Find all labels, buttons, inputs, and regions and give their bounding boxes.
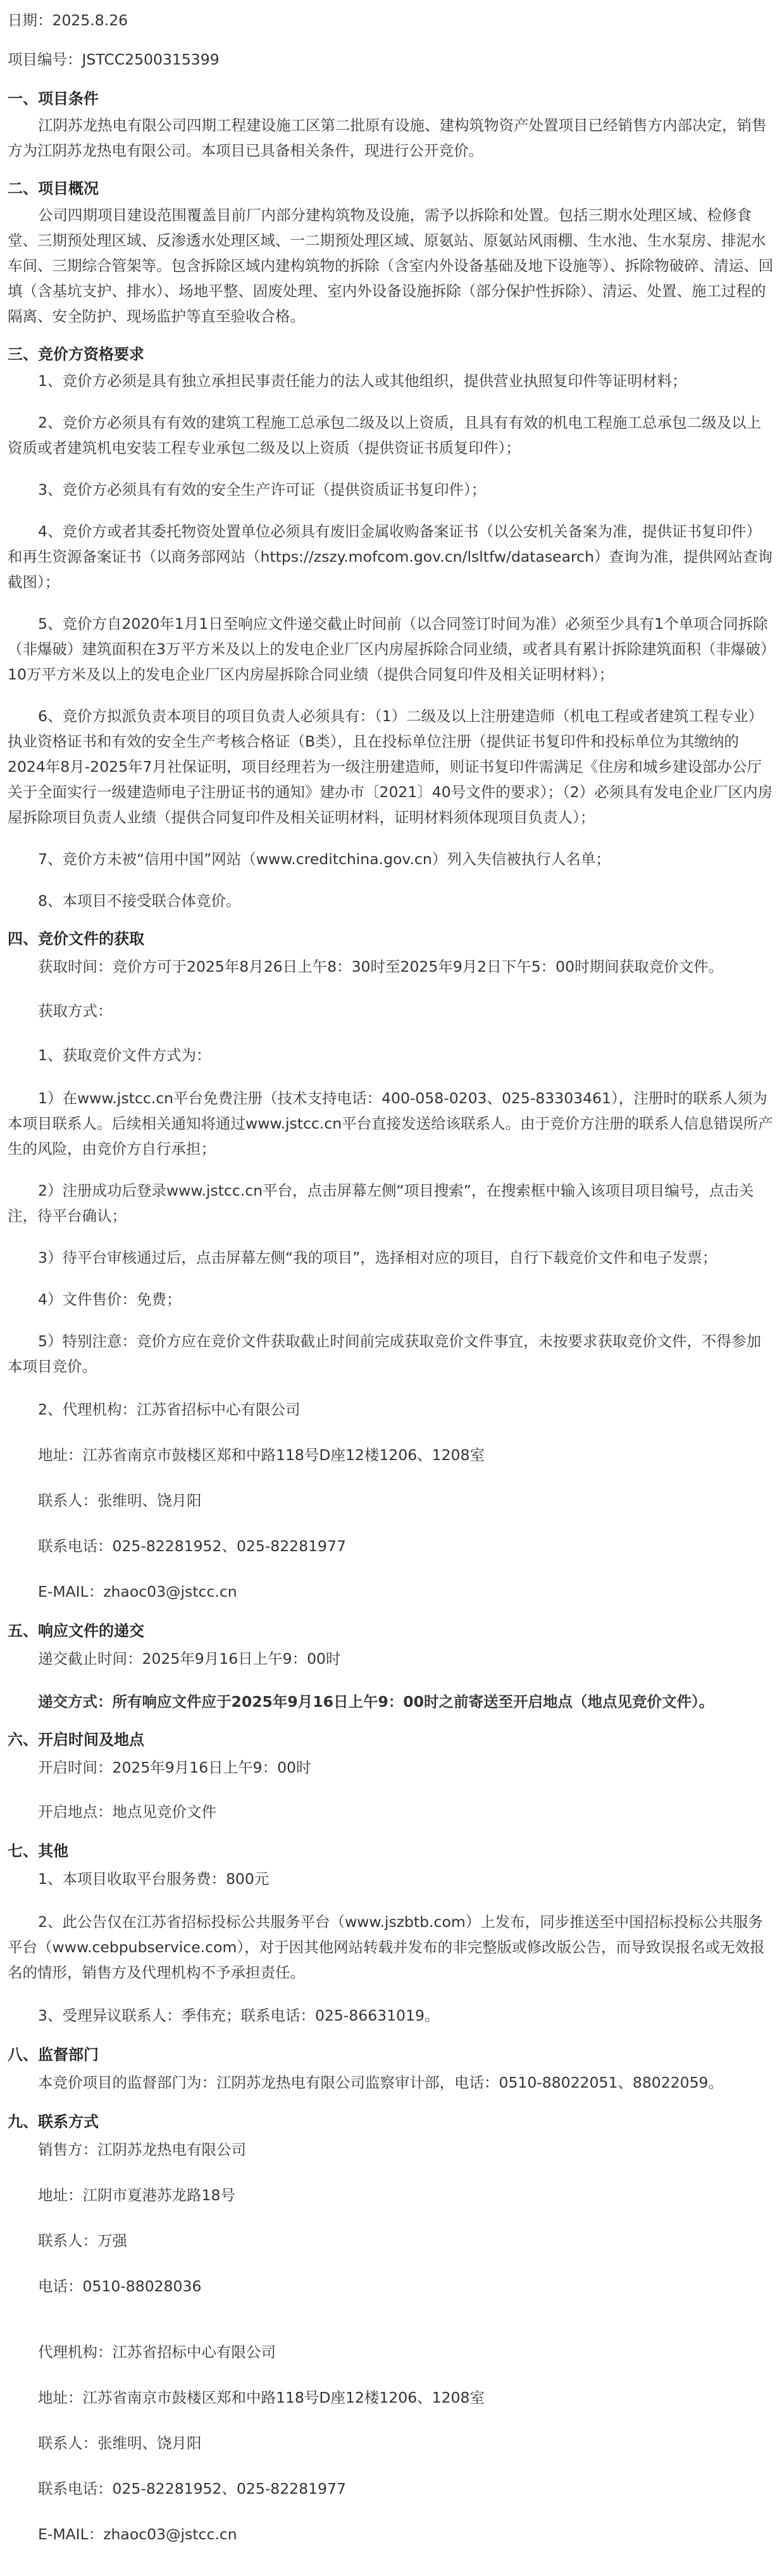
qualification-item: 8、本项目不接受联合体竞价。 bbox=[38, 892, 241, 910]
agent-name: 代理机构：江苏省招标中心有限公司 bbox=[38, 2343, 276, 2361]
acquisition-step: 1）在www.jstcc.cn平台免费注册（技术支持电话：400-058-0203、025-83303461），注册时的联系人须为本项目联系人。后续相关通知将通过www.jstcc.cn平台直接发送给该联系人。由于竞价方注册的联系人信息错误所产生的风险，由竞价方自行承担； bbox=[8, 1089, 773, 1158]
agent-phone: 联系电话：025-82281952、025-82281977 bbox=[38, 1537, 346, 1555]
seller-phone: 电话：0510-88028036 bbox=[38, 2277, 202, 2295]
acquisition-method-subtitle: 1、获取竞价文件方式为： bbox=[38, 1046, 211, 1064]
other-item: 2、此公告仅在江苏省招标投标公共服务平台（www.jszbtb.com）上发布，同步推送至中国招标投标公共服务平台（www.cebpubservice.com），对于因其他网站转载并发布的非完整版或修改版公告，而导致误报名或无效报名的情形，销售方及代理机构不予承担责任。 bbox=[8, 1913, 765, 1981]
opening-time: 开启时间：2025年9月16日上午9：00时 bbox=[38, 1759, 311, 1776]
announcement-date: 日期：2025.8.26 bbox=[8, 11, 128, 29]
agent-contact: 联系人：张维明、饶月阳 bbox=[38, 2434, 202, 2452]
agent-contact: 联系人：张维明、饶月阳 bbox=[38, 1492, 202, 1509]
supervision-body: 本竞价项目的监督部门为：江阴苏龙热电有限公司监察审计部，电话：0510-88022051、88022059。 bbox=[38, 2074, 724, 2091]
qualification-item: 6、竞价方拟派负责本项目的项目负责人必须具有：（1）二级及以上注册建造师（机电工程或者建筑工程专业）执业资格证书和有效的安全生产考核合格证（B类），且在投标单位注册（提供证书复印件和投标单位为其缴纳的2024年8月-2025年7月社保证明，项目经理若为一级注册建造师，则证书复印件需满足《住房和城乡建设部办公厅关于全面实行一级建造师电子注册证书的通知》建办市〔2021〕40号文件的要求）；（2）必须具有发电企业厂区内房屋拆除项目负责人业绩（提供合同复印件及相关证明材料，证明材料须体现项目负责人）； bbox=[8, 707, 773, 826]
section-6-heading: 六、开启时间及地点 bbox=[8, 1731, 144, 1749]
agent-phone: 联系电话：025-82281952、025-82281977 bbox=[38, 2480, 346, 2498]
agent-title: 2、代理机构：江苏省招标中心有限公司 bbox=[38, 1401, 301, 1418]
agent-address: 地址：江苏省南京市鼓楼区郑和中路118号D座12楼1206、1208室 bbox=[38, 2389, 485, 2406]
agent-email: E-MAIL：zhaoc03@jstcc.cn bbox=[38, 1583, 237, 1601]
blank-spacer bbox=[8, 2300, 774, 2338]
acquisition-step: 5）特别注意：竞价方应在竞价文件获取截止时间前完成获取竞价文件事宜，未按要求获取竞价文件，不得参加本项目竞价。 bbox=[8, 1332, 761, 1375]
seller-address: 地址：江阴市夏港苏龙路18号 bbox=[38, 2186, 235, 2204]
other-item: 3、受理异议联系人：季伟充；联系电话：025-86631019。 bbox=[38, 2007, 440, 2024]
section-2-body: 公司四期项目建设范围覆盖目前厂内部分建构筑物及设施，需予以拆除和处置。包括三期水处理区域、检修食堂、三期预处理区域、反渗透水处理区域、一二期预处理区域、原氨站、原氨站风雨棚、生水池、生水泵房、排泥水车间、三期综合管架等。包含拆除区域内建构筑物的拆除（含室内外设备基础及地下设施等）、拆除物破碎、清运、回填（含基坑支护、排水）、场地平整、固废处理、室内外设备设施拆除（部分保护性拆除）、清运、处置、施工过程的隔离、安全防护、现场监护等直至验收合格。 bbox=[8, 206, 774, 325]
section-2-heading: 二、项目概况 bbox=[8, 180, 99, 197]
opening-place: 开启地点：地点见竞价文件 bbox=[38, 1803, 216, 1821]
other-item: 1、本项目收取平台服务费：800元 bbox=[38, 1870, 270, 1888]
section-4-heading: 四、竞价文件的获取 bbox=[8, 930, 144, 948]
submission-method: 递交方式：所有响应文件应于2025年9月16日上午9：00时之前寄送至开启地点（地点见竞价文件）。 bbox=[38, 1693, 714, 1711]
acquisition-step: 2）注册成功后登录www.jstcc.cn平台，点击屏幕左侧“项目搜索”，在搜索框中输入该项目项目编号，点击关注，待平台确认； bbox=[8, 1182, 754, 1225]
seller-contact: 联系人：万强 bbox=[38, 2232, 127, 2250]
agent-address: 地址：江苏省南京市鼓楼区郑和中路118号D座12楼1206、1208室 bbox=[38, 1446, 485, 1464]
qualification-item: 4、竞价方或者其委托物资处置单位必须具有废旧金属收购备案证书（以公安机关备案为准，提供证书复印件）和再生资源备案证书（以商务部网站（https://zszy.mofcom.gov.cn/lsltfw/datasearch）查询为准，提供网站查询截图）； bbox=[8, 523, 773, 591]
project-number: 项目编号：JSTCC2500315399 bbox=[8, 51, 220, 68]
qualification-item: 7、竞价方未被“信用中国”网站（www.creditchina.gov.cn）列入失信被执行人名单； bbox=[38, 850, 611, 868]
section-1-heading: 一、项目条件 bbox=[8, 90, 99, 108]
qualification-item: 1、竞价方必须是具有独立承担民事责任能力的法人或其他组织，提供营业执照复印件等证明材料； bbox=[38, 372, 687, 390]
submission-deadline: 递交截止时间：2025年9月16日上午9：00时 bbox=[38, 1650, 341, 1668]
section-8-heading: 八、监督部门 bbox=[8, 2046, 99, 2064]
section-5-heading: 五、响应文件的递交 bbox=[8, 1622, 144, 1640]
seller-name: 销售方：江阴苏龙热电有限公司 bbox=[38, 2141, 246, 2158]
acquisition-time: 获取时间：竞价方可于2025年8月26日上午8：30时至2025年9月2日下午5：00时期间获取竞价文件。 bbox=[38, 958, 724, 975]
agent-email: E-MAIL：zhaoc03@jstcc.cn bbox=[38, 2525, 237, 2543]
section-9-heading: 九、联系方式 bbox=[8, 2113, 99, 2131]
section-3-heading: 三、竞价方资格要求 bbox=[8, 345, 144, 363]
acquisition-step: 3）待平台审核通过后，点击屏幕左侧“我的项目”，选择相对应的项目，自行下载竞价文件和电子发票； bbox=[38, 1249, 717, 1266]
section-7-heading: 七、其他 bbox=[8, 1842, 68, 1860]
qualification-item: 5、竞价方自2020年1月1日至响应文件递交截止时间前（以合同签订时间为准）必须至少具有1个单项合同拆除（非爆破）建筑面积在3万平方米及以上的发电企业厂区内房屋拆除合同业绩，或者具有累计拆除建筑面积（非爆破）10万平方米及以上的发电企业厂区内房屋拆除合同业绩（提供合同复印件及相关证明材料）； bbox=[8, 615, 768, 683]
section-1-body: 江阴苏龙热电有限公司四期工程建设施工区第二批原有设施、建构筑物资产处置项目已经销售方内部决定，销售方为江阴苏龙热电有限公司。本项目已具备相关条件，现进行公开竞价。 bbox=[8, 116, 767, 159]
qualification-item: 2、竞价方必须具有有效的建筑工程施工总承包二级及以上资质，且具有有效的机电工程施工总承包二级及以上资质或者建筑机电安装工程专业承包二级及以上资质（提供资证书质复印件）； bbox=[8, 414, 761, 457]
acquisition-method-title: 获取方式： bbox=[38, 1002, 113, 1020]
qualification-item: 3、竞价方必须具有有效的安全生产许可证（提供资质证书复印件）； bbox=[38, 481, 487, 498]
acquisition-step: 4）文件售价：免费； bbox=[38, 1291, 182, 1308]
